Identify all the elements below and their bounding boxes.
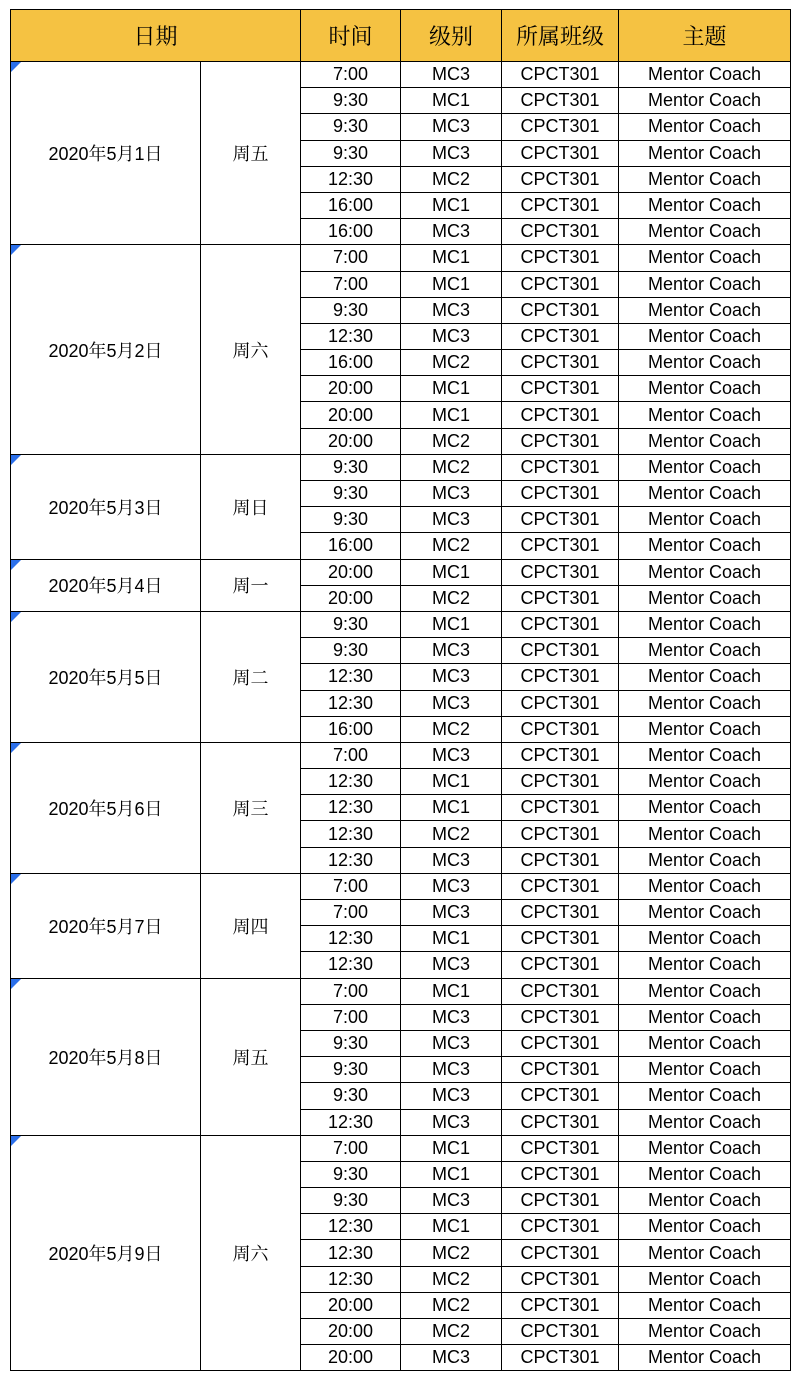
time-cell[interactable]: 16:00 [301, 192, 401, 218]
time-cell[interactable]: 9:30 [301, 611, 401, 637]
class-cell[interactable]: CPCT301 [502, 900, 619, 926]
topic-cell[interactable]: Mentor Coach [619, 716, 791, 742]
date-text: 2020年5月7日 [48, 916, 163, 937]
time-cell[interactable]: 12:30 [301, 1214, 401, 1240]
header-level[interactable]: 级别 [401, 10, 502, 62]
class-cell[interactable]: CPCT301 [502, 1266, 619, 1292]
class-cell[interactable]: CPCT301 [502, 1161, 619, 1187]
level-cell[interactable]: MC1 [401, 795, 502, 821]
date-text: 2020年5月8日 [48, 1047, 163, 1068]
class-cell[interactable]: CPCT301 [502, 1004, 619, 1030]
weekday-cell[interactable]: 周四 [201, 873, 301, 978]
time-cell[interactable]: 12:30 [301, 1266, 401, 1292]
class-cell[interactable]: CPCT301 [502, 795, 619, 821]
topic-cell[interactable]: Mentor Coach [619, 559, 791, 585]
date-cell[interactable] [11, 559, 201, 611]
class-cell[interactable]: CPCT301 [502, 1030, 619, 1056]
level-cell[interactable]: MC3 [401, 219, 502, 245]
topic-cell[interactable]: Mentor Coach [619, 402, 791, 428]
topic-cell[interactable]: Mentor Coach [619, 1030, 791, 1056]
level-cell[interactable]: MC2 [401, 166, 502, 192]
topic-cell[interactable]: Mentor Coach [619, 611, 791, 637]
topic-cell[interactable]: Mentor Coach [619, 690, 791, 716]
topic-cell[interactable]: Mentor Coach [619, 166, 791, 192]
time-cell[interactable]: 9:30 [301, 454, 401, 480]
class-cell[interactable]: CPCT301 [502, 1057, 619, 1083]
time-cell[interactable]: 16:00 [301, 533, 401, 559]
topic-cell[interactable]: Mentor Coach [619, 1188, 791, 1214]
level-cell[interactable]: MC3 [401, 140, 502, 166]
level-cell[interactable]: MC2 [401, 1240, 502, 1266]
time-cell[interactable]: 20:00 [301, 376, 401, 402]
level-cell[interactable]: MC1 [401, 1214, 502, 1240]
level-cell[interactable]: MC3 [401, 1109, 502, 1135]
header-row [11, 10, 791, 62]
weekday-cell[interactable]: 周五 [201, 978, 301, 1135]
time-cell[interactable]: 7:00 [301, 978, 401, 1004]
weekday-cell[interactable]: 周三 [201, 742, 301, 873]
topic-cell[interactable]: Mentor Coach [619, 978, 791, 1004]
class-cell[interactable]: CPCT301 [502, 271, 619, 297]
topic-cell[interactable]: Mentor Coach [619, 585, 791, 611]
topic-cell[interactable]: Mentor Coach [619, 638, 791, 664]
class-cell[interactable]: CPCT301 [502, 533, 619, 559]
table-row [11, 454, 791, 480]
time-cell[interactable]: 20:00 [301, 559, 401, 585]
level-cell[interactable]: MC3 [401, 742, 502, 768]
comment-marker-icon [11, 743, 21, 753]
class-cell[interactable]: CPCT301 [502, 952, 619, 978]
class-cell[interactable]: CPCT301 [502, 114, 619, 140]
class-cell[interactable]: CPCT301 [502, 769, 619, 795]
level-cell[interactable]: MC3 [401, 323, 502, 349]
topic-cell[interactable]: Mentor Coach [619, 1214, 791, 1240]
class-cell[interactable]: CPCT301 [502, 219, 619, 245]
level-cell[interactable]: MC1 [401, 769, 502, 795]
comment-marker-icon [11, 874, 21, 884]
date-cell[interactable] [11, 245, 201, 455]
level-cell[interactable]: MC3 [401, 1057, 502, 1083]
topic-cell[interactable]: Mentor Coach [619, 88, 791, 114]
time-cell[interactable]: 9:30 [301, 1161, 401, 1187]
level-cell[interactable]: MC3 [401, 297, 502, 323]
topic-cell[interactable]: Mentor Coach [619, 900, 791, 926]
topic-cell[interactable]: Mentor Coach [619, 454, 791, 480]
time-cell[interactable]: 7:00 [301, 900, 401, 926]
date-text: 2020年5月6日 [48, 798, 163, 819]
level-cell[interactable]: MC2 [401, 716, 502, 742]
table-row [11, 611, 791, 637]
date-cell[interactable] [11, 611, 201, 742]
topic-cell[interactable]: Mentor Coach [619, 926, 791, 952]
level-cell[interactable]: MC3 [401, 1188, 502, 1214]
level-cell[interactable]: MC2 [401, 428, 502, 454]
date-cell[interactable] [11, 742, 201, 873]
table-row [11, 873, 791, 899]
level-cell[interactable]: MC3 [401, 664, 502, 690]
class-cell[interactable]: CPCT301 [502, 140, 619, 166]
level-cell[interactable]: MC1 [401, 978, 502, 1004]
topic-cell[interactable]: Mentor Coach [619, 297, 791, 323]
topic-cell[interactable]: Mentor Coach [619, 245, 791, 271]
topic-cell[interactable]: Mentor Coach [619, 1319, 791, 1345]
topic-cell[interactable]: Mentor Coach [619, 507, 791, 533]
time-cell[interactable]: 12:30 [301, 166, 401, 192]
table-row [11, 62, 791, 88]
date-text: 2020年5月1日 [48, 144, 163, 165]
class-cell[interactable]: CPCT301 [502, 245, 619, 271]
comment-marker-icon [11, 62, 21, 72]
time-cell[interactable]: 12:30 [301, 769, 401, 795]
level-cell[interactable]: MC3 [401, 1083, 502, 1109]
topic-cell[interactable]: Mentor Coach [619, 1109, 791, 1135]
level-cell[interactable]: MC3 [401, 690, 502, 716]
comment-marker-icon [11, 979, 21, 989]
level-cell[interactable]: MC3 [401, 847, 502, 873]
class-cell[interactable]: CPCT301 [502, 1292, 619, 1318]
class-cell[interactable]: CPCT301 [502, 690, 619, 716]
time-cell[interactable]: 12:30 [301, 952, 401, 978]
level-cell[interactable]: MC3 [401, 952, 502, 978]
class-cell[interactable]: CPCT301 [502, 847, 619, 873]
topic-cell[interactable]: Mentor Coach [619, 664, 791, 690]
class-cell[interactable]: CPCT301 [502, 585, 619, 611]
table-row [11, 742, 791, 768]
class-cell[interactable]: CPCT301 [502, 742, 619, 768]
class-cell[interactable]: CPCT301 [502, 1345, 619, 1371]
topic-cell[interactable]: Mentor Coach [619, 742, 791, 768]
level-cell[interactable]: MC3 [401, 481, 502, 507]
class-cell[interactable]: CPCT301 [502, 926, 619, 952]
level-cell[interactable]: MC3 [401, 62, 502, 88]
level-cell[interactable]: MC1 [401, 559, 502, 585]
level-cell[interactable]: MC1 [401, 271, 502, 297]
topic-cell[interactable]: Mentor Coach [619, 140, 791, 166]
topic-cell[interactable]: Mentor Coach [619, 1004, 791, 1030]
class-cell[interactable]: CPCT301 [502, 873, 619, 899]
topic-cell[interactable]: Mentor Coach [619, 1057, 791, 1083]
time-cell[interactable]: 20:00 [301, 402, 401, 428]
class-cell[interactable]: CPCT301 [502, 664, 619, 690]
time-cell[interactable]: 16:00 [301, 350, 401, 376]
time-cell[interactable]: 12:30 [301, 795, 401, 821]
class-cell[interactable]: CPCT301 [502, 481, 619, 507]
date-cell[interactable] [11, 62, 201, 245]
class-cell[interactable]: CPCT301 [502, 297, 619, 323]
table-row [11, 559, 791, 585]
level-cell[interactable]: MC2 [401, 1319, 502, 1345]
schedule-table [10, 9, 791, 1371]
time-cell[interactable]: 12:30 [301, 847, 401, 873]
date-cell[interactable] [11, 873, 201, 978]
weekday-cell[interactable]: 周六 [201, 245, 301, 455]
date-text: 2020年5月5日 [48, 667, 163, 688]
time-cell[interactable]: 9:30 [301, 1030, 401, 1056]
time-cell[interactable]: 12:30 [301, 1109, 401, 1135]
table-row [11, 1135, 791, 1161]
topic-cell[interactable]: Mentor Coach [619, 1161, 791, 1187]
time-cell[interactable]: 7:00 [301, 1135, 401, 1161]
topic-cell[interactable]: Mentor Coach [619, 533, 791, 559]
level-cell[interactable]: MC3 [401, 1345, 502, 1371]
level-cell[interactable]: MC1 [401, 88, 502, 114]
class-cell[interactable]: CPCT301 [502, 1319, 619, 1345]
class-cell[interactable]: CPCT301 [502, 1240, 619, 1266]
weekday-cell[interactable]: 周一 [201, 559, 301, 611]
time-cell[interactable]: 9:30 [301, 1188, 401, 1214]
time-cell[interactable]: 9:30 [301, 114, 401, 140]
time-cell[interactable]: 9:30 [301, 481, 401, 507]
topic-cell[interactable]: Mentor Coach [619, 350, 791, 376]
topic-cell[interactable]: Mentor Coach [619, 1240, 791, 1266]
comment-marker-icon [11, 455, 21, 465]
time-cell[interactable]: 9:30 [301, 140, 401, 166]
topic-cell[interactable]: Mentor Coach [619, 873, 791, 899]
class-cell[interactable]: CPCT301 [502, 454, 619, 480]
time-cell[interactable]: 9:30 [301, 88, 401, 114]
class-cell[interactable]: CPCT301 [502, 350, 619, 376]
time-cell[interactable]: 20:00 [301, 1345, 401, 1371]
class-cell[interactable]: CPCT301 [502, 323, 619, 349]
level-cell[interactable]: MC3 [401, 873, 502, 899]
class-cell[interactable]: CPCT301 [502, 402, 619, 428]
header-time[interactable]: 时间 [301, 10, 401, 62]
schedule-sheet [10, 9, 790, 1371]
class-cell[interactable]: CPCT301 [502, 166, 619, 192]
topic-cell[interactable]: Mentor Coach [619, 192, 791, 218]
comment-marker-icon [11, 560, 21, 570]
time-cell[interactable]: 7:00 [301, 873, 401, 899]
time-cell[interactable]: 9:30 [301, 1057, 401, 1083]
topic-cell[interactable]: Mentor Coach [619, 271, 791, 297]
table-row [11, 245, 791, 271]
time-cell[interactable]: 20:00 [301, 1319, 401, 1345]
weekday-cell[interactable]: 周五 [201, 62, 301, 245]
level-cell[interactable]: MC3 [401, 900, 502, 926]
topic-cell[interactable]: Mentor Coach [619, 428, 791, 454]
level-cell[interactable]: MC2 [401, 585, 502, 611]
time-cell[interactable]: 16:00 [301, 716, 401, 742]
class-cell[interactable]: CPCT301 [502, 1109, 619, 1135]
topic-cell[interactable]: Mentor Coach [619, 1266, 791, 1292]
class-cell[interactable]: CPCT301 [502, 716, 619, 742]
comment-marker-icon [11, 612, 21, 622]
time-cell[interactable]: 12:30 [301, 1240, 401, 1266]
weekday-cell[interactable]: 周二 [201, 611, 301, 742]
date-text: 2020年5月3日 [48, 497, 163, 518]
time-cell[interactable]: 16:00 [301, 219, 401, 245]
level-cell[interactable]: MC1 [401, 402, 502, 428]
class-cell[interactable]: CPCT301 [502, 88, 619, 114]
class-cell[interactable]: CPCT301 [502, 376, 619, 402]
class-cell[interactable]: CPCT301 [502, 821, 619, 847]
comment-marker-icon [11, 1136, 21, 1146]
level-cell[interactable]: MC2 [401, 533, 502, 559]
topic-cell[interactable]: Mentor Coach [619, 323, 791, 349]
time-cell[interactable]: 12:30 [301, 323, 401, 349]
time-cell[interactable]: 7:00 [301, 742, 401, 768]
class-cell[interactable]: CPCT301 [502, 507, 619, 533]
table-row [11, 978, 791, 1004]
topic-cell[interactable]: Mentor Coach [619, 769, 791, 795]
time-cell[interactable]: 9:30 [301, 507, 401, 533]
date-text: 2020年5月4日 [48, 576, 163, 597]
header-topic[interactable]: 主题 [619, 10, 791, 62]
topic-cell[interactable]: Mentor Coach [619, 1292, 791, 1318]
class-cell[interactable]: CPCT301 [502, 428, 619, 454]
date-cell[interactable] [11, 978, 201, 1135]
time-cell[interactable]: 9:30 [301, 1083, 401, 1109]
time-cell[interactable]: 12:30 [301, 926, 401, 952]
level-cell[interactable]: MC3 [401, 638, 502, 664]
weekday-cell[interactable]: 周六 [201, 1135, 301, 1371]
time-cell[interactable]: 20:00 [301, 585, 401, 611]
level-cell[interactable]: MC1 [401, 192, 502, 218]
weekday-cell[interactable]: 周日 [201, 454, 301, 559]
class-cell[interactable]: CPCT301 [502, 638, 619, 664]
level-cell[interactable]: MC1 [401, 926, 502, 952]
topic-cell[interactable]: Mentor Coach [619, 1135, 791, 1161]
time-cell[interactable]: 9:30 [301, 297, 401, 323]
topic-cell[interactable]: Mentor Coach [619, 62, 791, 88]
level-cell[interactable]: MC1 [401, 245, 502, 271]
class-cell[interactable]: CPCT301 [502, 192, 619, 218]
time-cell[interactable]: 12:30 [301, 821, 401, 847]
level-cell[interactable]: MC1 [401, 611, 502, 637]
date-cell[interactable] [11, 1135, 201, 1371]
level-cell[interactable]: MC2 [401, 454, 502, 480]
class-cell[interactable]: CPCT301 [502, 1083, 619, 1109]
time-cell[interactable]: 12:30 [301, 690, 401, 716]
topic-cell[interactable]: Mentor Coach [619, 481, 791, 507]
class-cell[interactable]: CPCT301 [502, 978, 619, 1004]
topic-cell[interactable]: Mentor Coach [619, 821, 791, 847]
date-text: 2020年5月9日 [48, 1244, 163, 1265]
topic-cell[interactable]: Mentor Coach [619, 114, 791, 140]
topic-cell[interactable]: Mentor Coach [619, 795, 791, 821]
class-cell[interactable]: CPCT301 [502, 62, 619, 88]
class-cell[interactable]: CPCT301 [502, 1188, 619, 1214]
level-cell[interactable]: MC3 [401, 507, 502, 533]
topic-cell[interactable]: Mentor Coach [619, 1083, 791, 1109]
time-cell[interactable]: 12:30 [301, 664, 401, 690]
level-cell[interactable]: MC2 [401, 1292, 502, 1318]
time-cell[interactable]: 20:00 [301, 1292, 401, 1318]
time-cell[interactable]: 7:00 [301, 62, 401, 88]
schedule-body [11, 62, 791, 1371]
class-cell[interactable]: CPCT301 [502, 611, 619, 637]
comment-marker-icon [11, 245, 21, 255]
topic-cell[interactable]: Mentor Coach [619, 847, 791, 873]
date-text: 2020年5月2日 [48, 340, 163, 361]
class-cell[interactable]: CPCT301 [502, 1135, 619, 1161]
level-cell[interactable]: MC2 [401, 821, 502, 847]
topic-cell[interactable]: Mentor Coach [619, 376, 791, 402]
topic-cell[interactable]: Mentor Coach [619, 219, 791, 245]
class-cell[interactable]: CPCT301 [502, 1214, 619, 1240]
time-cell[interactable]: 7:00 [301, 1004, 401, 1030]
class-cell[interactable]: CPCT301 [502, 559, 619, 585]
time-cell[interactable]: 7:00 [301, 245, 401, 271]
time-cell[interactable]: 20:00 [301, 428, 401, 454]
level-cell[interactable]: MC3 [401, 1004, 502, 1030]
level-cell[interactable]: MC2 [401, 350, 502, 376]
topic-cell[interactable]: Mentor Coach [619, 952, 791, 978]
level-cell[interactable]: MC3 [401, 114, 502, 140]
time-cell[interactable]: 9:30 [301, 638, 401, 664]
header-class[interactable]: 所属班级 [502, 10, 619, 62]
date-cell[interactable] [11, 454, 201, 559]
level-cell[interactable]: MC1 [401, 1135, 502, 1161]
time-cell[interactable]: 7:00 [301, 271, 401, 297]
topic-cell[interactable]: Mentor Coach [619, 1345, 791, 1371]
header-date[interactable]: 日期 [11, 10, 301, 62]
level-cell[interactable]: MC1 [401, 1161, 502, 1187]
level-cell[interactable]: MC2 [401, 1266, 502, 1292]
level-cell[interactable]: MC3 [401, 1030, 502, 1056]
level-cell[interactable]: MC1 [401, 376, 502, 402]
